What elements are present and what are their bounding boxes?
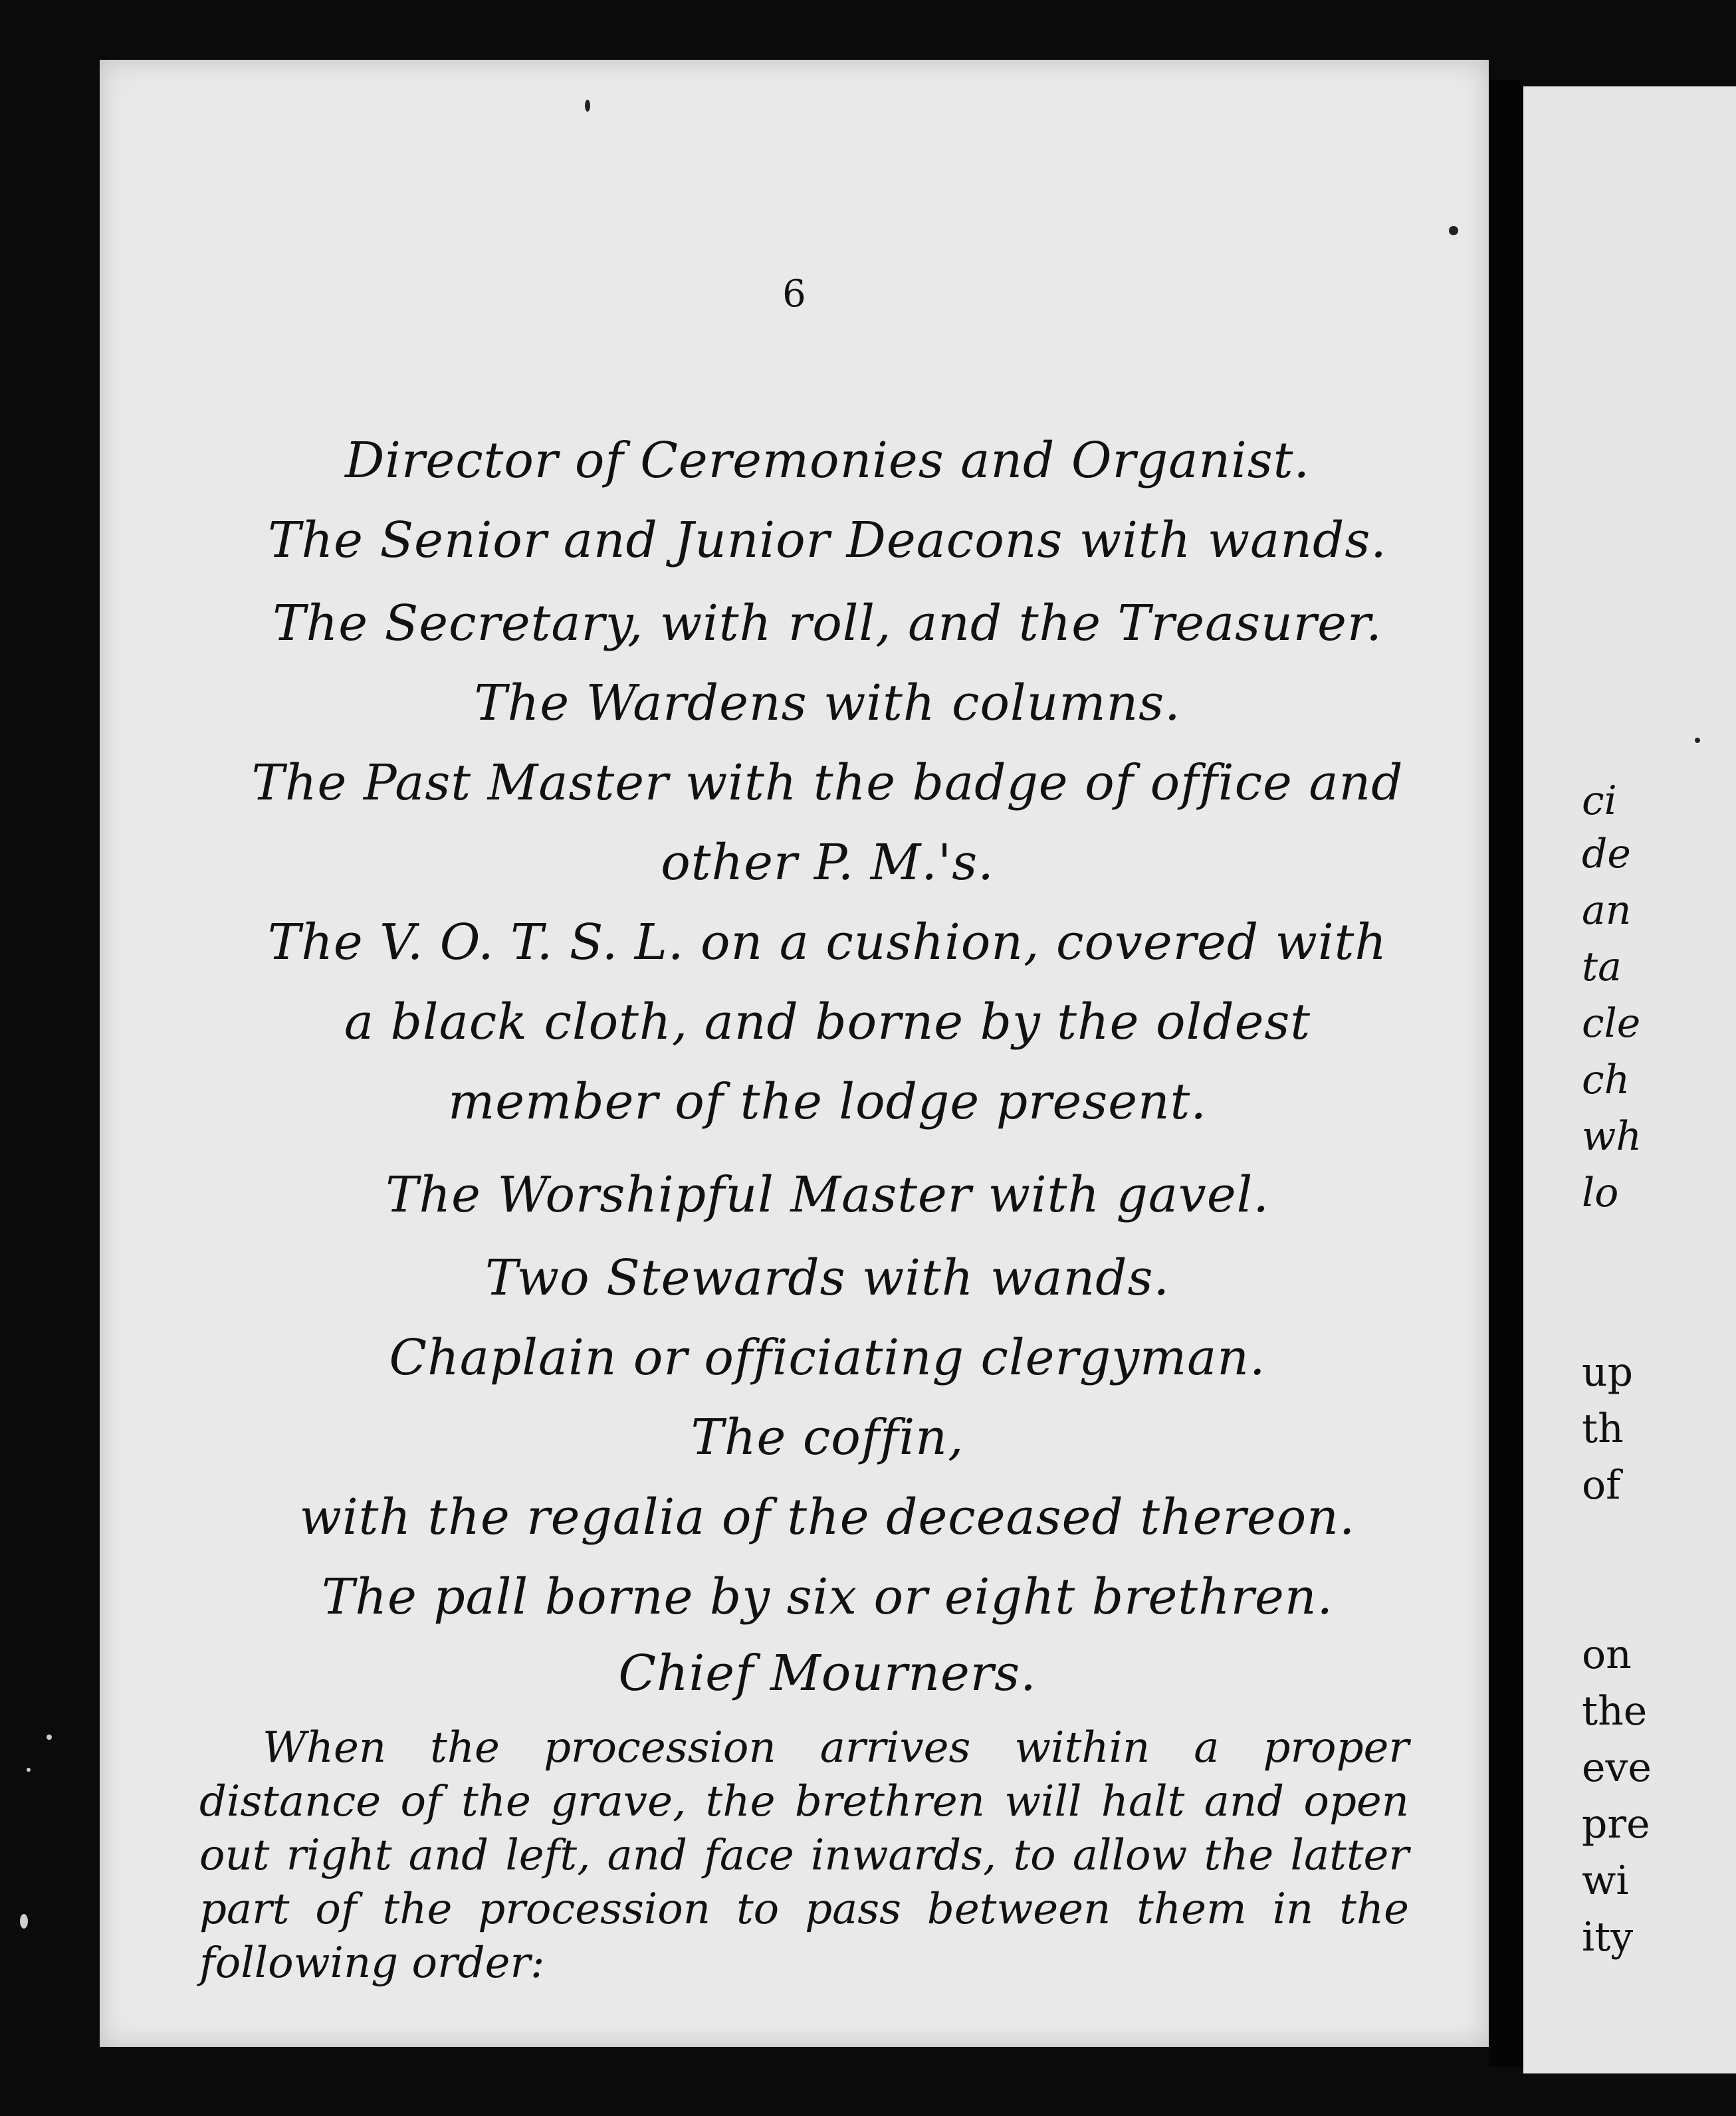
adjacent-fragment: ity <box>1582 1914 1634 1960</box>
scan-speck <box>1695 738 1700 743</box>
procession-line: The coffin, <box>691 1409 964 1466</box>
procession-line: The Worshipful Master with gavel. <box>385 1166 1269 1223</box>
procession-line: member of the lodge present. <box>448 1073 1207 1130</box>
scan-speck <box>20 1914 28 1929</box>
adjacent-fragment: up <box>1582 1349 1634 1396</box>
adjacent-fragment: of <box>1582 1462 1621 1509</box>
adjacent-fragment: the <box>1582 1688 1648 1735</box>
adjacent-fragment: an <box>1582 887 1632 934</box>
procession-line: Chief Mourners. <box>618 1645 1037 1702</box>
procession-line: The Secretary, with roll, and the Treasurer. <box>272 595 1382 652</box>
book-gutter <box>1489 80 1523 2067</box>
procession-line: The Wardens with columns. <box>474 675 1181 732</box>
adjacent-fragment: on <box>1582 1632 1632 1678</box>
adjacent-fragment: pre <box>1582 1801 1650 1848</box>
procession-line: Director of Ceremonies and Organist. <box>345 432 1310 489</box>
scan-speck <box>1449 226 1458 235</box>
adjacent-fragment: cle <box>1582 1000 1641 1047</box>
left-page <box>100 60 1489 2047</box>
adjacent-fragment: eve <box>1582 1745 1652 1791</box>
procession-line: other P. M.'s. <box>661 834 994 891</box>
procession-line: Chaplain or officiating clergyman. <box>389 1329 1266 1386</box>
procession-line: Two Stewards with wands. <box>485 1249 1170 1307</box>
procession-line: The Senior and Junior Deacons with wands. <box>268 512 1387 569</box>
adjacent-fragment: wh <box>1582 1113 1642 1160</box>
page-number: 6 <box>782 272 806 316</box>
adjacent-fragment: ch <box>1582 1057 1630 1103</box>
scan-speck <box>47 1735 52 1740</box>
procession-line: a black cloth, and borne by the oldest <box>344 994 1311 1051</box>
procession-line: The Past Master with the badge of office and <box>251 754 1404 811</box>
adjacent-fragment: lo <box>1582 1170 1619 1216</box>
procession-line: with the regalia of the deceased thereon. <box>299 1489 1356 1546</box>
adjacent-fragment: ci <box>1582 778 1617 824</box>
adjacent-fragment: ta <box>1582 944 1622 990</box>
adjacent-fragment: th <box>1582 1406 1624 1452</box>
scan-speck <box>27 1768 31 1772</box>
procession-line: The V. O. T. S. L. on a cushion, covered with <box>267 914 1388 971</box>
adjacent-fragment: wi <box>1582 1857 1629 1904</box>
adjacent-fragment: de <box>1582 831 1631 877</box>
procession-line: The pall borne by six or eight brethren. <box>321 1568 1334 1626</box>
scan-speck <box>585 100 590 112</box>
closing-paragraph: When the procession arrives within a proper distance of the grave, the brethren will halt and open out right and left, and face inwards, to allow the latter part of the procession to pass between them in the following order: <box>199 1723 1409 1988</box>
